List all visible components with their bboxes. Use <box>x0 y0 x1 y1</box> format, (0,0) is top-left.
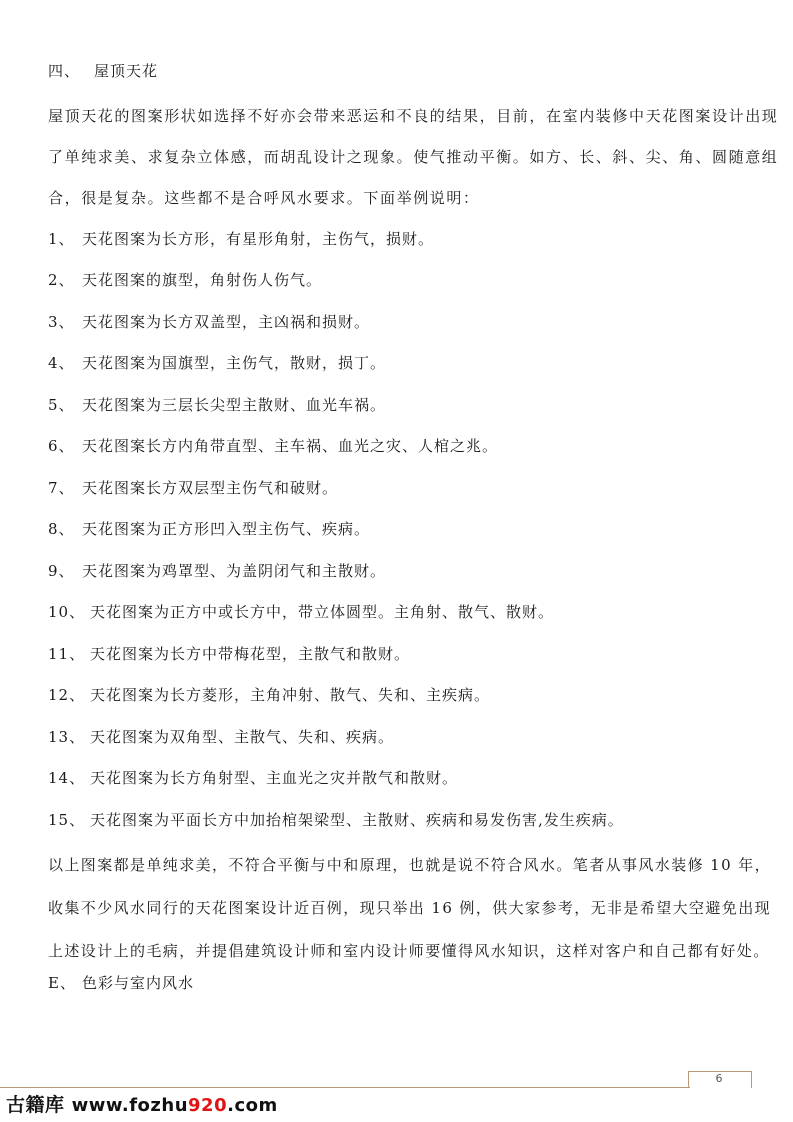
intro-paragraph <box>48 96 779 219</box>
site-watermark <box>6 1090 278 1117</box>
list-item-number: 14、 <box>48 769 86 787</box>
list-item-number: 3、 <box>48 313 75 331</box>
list-item-text: 天花图案为长方中带梅花型，主散气和散财。 <box>90 645 411 663</box>
list-item-number: 10、 <box>48 603 86 621</box>
next-section-number: E、 <box>48 974 76 992</box>
next-section-title: 色彩与室内风水 <box>82 974 195 992</box>
list-item <box>48 643 410 664</box>
intro-line: 屋顶天花的图案形状如选择不好亦会带来恶运和不良的结果，目前，在室内装修中天花图案设计出现 <box>48 107 779 125</box>
list-item <box>48 435 498 456</box>
list-item-text: 天花图案为长方菱形，主角冲射、散气、失和、主疾病。 <box>90 686 491 704</box>
list-item <box>48 311 370 332</box>
list-item <box>48 809 624 830</box>
list-item-text: 天花图案为长方角射型、主血光之灾并散气和散财。 <box>90 769 459 787</box>
list-item <box>48 726 394 747</box>
list-item-text: 天花图案为平面长方中加抬棺架梁型、主散财、疾病和易发伤害,发生疾病。 <box>90 811 624 829</box>
list-item-number: 6、 <box>48 437 75 455</box>
list-item-number: 4、 <box>48 354 75 372</box>
list-item-text: 天花图案为三层长尖型主散财、血光车祸。 <box>82 396 387 414</box>
list-item <box>48 518 370 539</box>
list-item-number: 2、 <box>48 271 75 289</box>
list-item-number: 8、 <box>48 520 75 538</box>
list-item-number: 15、 <box>48 811 86 829</box>
list-item-number: 1、 <box>48 230 75 248</box>
watermark-site-name: 古籍库 <box>6 1094 65 1116</box>
list-item-text: 天花图案长方双层型主伤气和破财。 <box>82 479 339 497</box>
section-heading-title: 屋顶天花 <box>94 62 159 80</box>
list-item <box>48 560 386 581</box>
list-item-number: 7、 <box>48 479 75 497</box>
conclusion-line: 上述设计上的毛病，并提倡建筑设计师和室内设计师要懂得风水知识，这样对客户和自己都有好处。 <box>48 942 770 960</box>
list-item-text: 天花图案为长方形，有星形角射，主伤气，损财。 <box>82 230 435 248</box>
list-item <box>48 684 490 705</box>
list-item-text: 天花图案的旗型，角射伤人伤气。 <box>82 271 323 289</box>
list-item <box>48 601 554 622</box>
list-item-number: 5、 <box>48 396 75 414</box>
conclusion-line: 收集不少风水同行的天花图案设计近百例，现只举出 16 例，供大家参考，无非是希望大空避免出现 <box>48 899 772 917</box>
intro-line: 合，很是复杂。这些都不是合呼风水要求。下面举例说明： <box>48 189 480 207</box>
list-item-text: 天花图案为正方中或长方中，带立体圆型。主角射、散气、散财。 <box>90 603 555 621</box>
list-item-text: 天花图案为正方形凹入型主伤气、疾病。 <box>82 520 371 538</box>
list-item-text: 天花图案为双角型、主散气、失和、疾病。 <box>90 728 395 746</box>
list-item <box>48 767 458 788</box>
list-item <box>48 394 386 415</box>
section-heading <box>48 60 158 81</box>
list-item-text: 天花图案为鸡罩型、为盖阴闭气和主散财。 <box>82 562 387 580</box>
section-heading-number: 四、 <box>48 62 81 80</box>
watermark-url-suffix: .com <box>227 1095 278 1116</box>
list-item <box>48 269 322 290</box>
list-item <box>48 228 434 249</box>
page-number: 6 <box>715 1072 723 1085</box>
list-item-text: 天花图案为国旗型，主伤气，散财，损丁。 <box>82 354 387 372</box>
list-item-number: 13、 <box>48 728 86 746</box>
list-item-text: 天花图案长方内角带直型、主车祸、血光之灾、人棺之兆。 <box>82 437 499 455</box>
list-item-number: 9、 <box>48 562 75 580</box>
next-section-heading <box>48 972 194 993</box>
list-item <box>48 352 386 373</box>
watermark-url-highlight: 920 <box>188 1095 228 1116</box>
list-item <box>48 477 338 498</box>
watermark-url-prefix: www.fozhu <box>71 1095 189 1116</box>
list-item-number: 11、 <box>48 645 86 663</box>
footer-divider <box>0 1087 690 1088</box>
intro-line: 了单纯求美、求复杂立体感，而胡乱设计之现象。使气推动平衡。如方、长、斜、尖、角、圆随意组 <box>48 148 779 166</box>
list-item-text: 天花图案为长方双盖型，主凶祸和损财。 <box>82 313 371 331</box>
conclusion-line: 以上图案都是单纯求美，不符合平衡与中和原理，也就是说不符合风水。笔者从事风水装修 10 年， <box>48 856 772 874</box>
list-item-number: 12、 <box>48 686 86 704</box>
watermark-url <box>72 1095 278 1116</box>
conclusion-paragraph <box>48 844 772 973</box>
